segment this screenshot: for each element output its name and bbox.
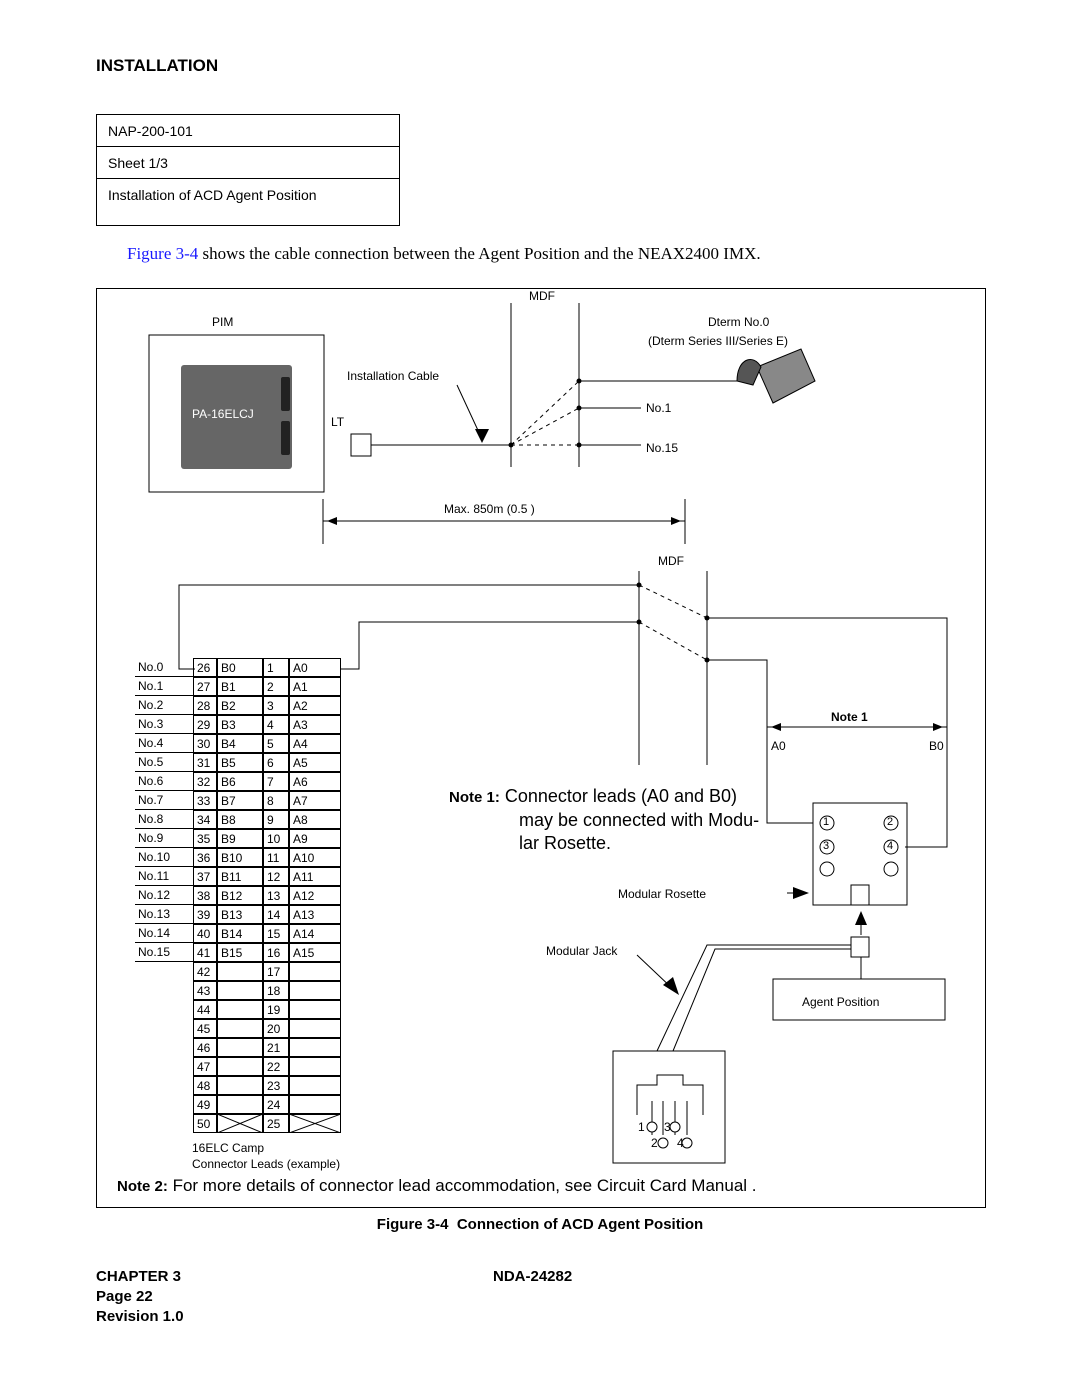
channel-no-label: No.9 bbox=[135, 829, 195, 848]
footer-revision: Revision 1.0 bbox=[96, 1308, 184, 1325]
pin-a-number: 15 bbox=[263, 924, 289, 943]
pin-a-number: 6 bbox=[263, 753, 289, 772]
unused-cell-cross bbox=[289, 1114, 341, 1133]
channel-no-label: No.4 bbox=[135, 734, 195, 753]
channel-no-label: No.10 bbox=[135, 848, 195, 867]
lead-b-label: B0 bbox=[217, 658, 263, 677]
pin-a-number: 10 bbox=[263, 829, 289, 848]
lead-a-label bbox=[289, 1076, 341, 1095]
footer-chapter: CHAPTER 3 bbox=[96, 1268, 182, 1285]
lt-label: LT bbox=[331, 415, 345, 429]
lead-a-label: A6 bbox=[289, 772, 341, 791]
pin-a-number: 13 bbox=[263, 886, 289, 905]
note1-tag: Note 1 bbox=[831, 710, 868, 724]
document-info-box bbox=[96, 114, 400, 226]
lead-b-label: B5 bbox=[217, 753, 263, 772]
lead-b-label: B13 bbox=[217, 905, 263, 924]
pin-b-number: 26 bbox=[193, 658, 217, 677]
pin-a-number: 1 bbox=[263, 658, 289, 677]
intro-paragraph bbox=[127, 244, 761, 264]
installation-cable-label: Installation Cable bbox=[347, 369, 440, 383]
pin-a-number: 11 bbox=[263, 848, 289, 867]
dterm-series-label: (Dterm Series III/Series E) bbox=[648, 334, 789, 348]
note1-label: Note 1: bbox=[449, 789, 500, 806]
pin-b-number: 44 bbox=[193, 1000, 217, 1019]
pin-b-number: 36 bbox=[193, 848, 217, 867]
lead-b-label: B9 bbox=[217, 829, 263, 848]
pin-a-number: 16 bbox=[263, 943, 289, 962]
lead-b-label bbox=[217, 1000, 263, 1019]
lead-a-label bbox=[289, 1057, 341, 1076]
lead-a-label: A2 bbox=[289, 696, 341, 715]
figure-caption bbox=[0, 1216, 1080, 1233]
pin-b-number: 29 bbox=[193, 715, 217, 734]
pin-b-number: 50 bbox=[193, 1114, 217, 1133]
note2-label: Note 2: bbox=[117, 1178, 168, 1195]
pin-b-number: 45 bbox=[193, 1019, 217, 1038]
section-header: INSTALLATION bbox=[96, 56, 219, 75]
channel-no-label: No.15 bbox=[135, 943, 195, 962]
connector-subtitle: Connector Leads (example) bbox=[192, 1157, 341, 1171]
no15-label: No.15 bbox=[646, 441, 679, 455]
max-distance-label: Max. 850m (0.5 ) bbox=[444, 502, 535, 516]
lead-a-label: A12 bbox=[289, 886, 341, 905]
jack-pin-4-label: 4 bbox=[677, 1136, 684, 1150]
lead-a-label bbox=[289, 1095, 341, 1114]
pin-a-number: 4 bbox=[263, 715, 289, 734]
lead-b-label: B15 bbox=[217, 943, 263, 962]
lead-b-label: B8 bbox=[217, 810, 263, 829]
lead-b-label bbox=[217, 962, 263, 981]
pin-b-number: 49 bbox=[193, 1095, 217, 1114]
lead-a-label: A7 bbox=[289, 791, 341, 810]
pin-a-number: 17 bbox=[263, 962, 289, 981]
doc-id: NAP-200-101 bbox=[97, 115, 399, 147]
lead-a-label bbox=[289, 962, 341, 981]
note2 bbox=[117, 1176, 757, 1196]
pin-b-number: 41 bbox=[193, 943, 217, 962]
lead-b-label: B11 bbox=[217, 867, 263, 886]
pin-a-number: 3 bbox=[263, 696, 289, 715]
connector-title: 16ELC Camp bbox=[192, 1141, 265, 1155]
channel-no-label: No.0 bbox=[135, 658, 195, 677]
pin-b-number: 40 bbox=[193, 924, 217, 943]
lead-a-label: A4 bbox=[289, 734, 341, 753]
note2-text: For more details of connector lead accommodation, see Circuit Card Manual . bbox=[172, 1176, 757, 1195]
pin-a-number: 2 bbox=[263, 677, 289, 696]
pin-b-number: 31 bbox=[193, 753, 217, 772]
unused-cell-cross bbox=[217, 1114, 263, 1133]
lead-a-label: A9 bbox=[289, 829, 341, 848]
pin-a-number: 8 bbox=[263, 791, 289, 810]
intro-text: shows the cable connection between the Agent Position and the NEAX2400 IMX. bbox=[198, 244, 761, 263]
note1 bbox=[449, 785, 759, 855]
lead-a-label: A8 bbox=[289, 810, 341, 829]
caption-number: Figure 3-4 bbox=[376, 1216, 449, 1233]
pin-a-number: 21 bbox=[263, 1038, 289, 1057]
pin-a-number: 18 bbox=[263, 981, 289, 1000]
dterm-no0-label: Dterm No.0 bbox=[708, 315, 770, 329]
channel-no-label: No.13 bbox=[135, 905, 195, 924]
pin-a-number: 12 bbox=[263, 867, 289, 886]
pin-b-number: 39 bbox=[193, 905, 217, 924]
b0-label: B0 bbox=[929, 739, 944, 753]
channel-no-label: No.14 bbox=[135, 924, 195, 943]
lead-a-label bbox=[289, 981, 341, 1000]
channel-no-label: No.11 bbox=[135, 867, 195, 886]
note1-line-1: Connector leads (A0 and B0) bbox=[504, 786, 737, 806]
pim-label: PIM bbox=[212, 315, 234, 329]
channel-no-label: No.3 bbox=[135, 715, 195, 734]
pin-a-number: 20 bbox=[263, 1019, 289, 1038]
lead-a-label: A5 bbox=[289, 753, 341, 772]
pin-b-number: 42 bbox=[193, 962, 217, 981]
lead-b-label: B2 bbox=[217, 696, 263, 715]
lead-a-label bbox=[289, 1019, 341, 1038]
no1-label: No.1 bbox=[646, 401, 672, 415]
channel-no-label: No.7 bbox=[135, 791, 195, 810]
card-label: PA-16ELCJ bbox=[192, 407, 254, 421]
pin-b-number: 37 bbox=[193, 867, 217, 886]
lead-b-label: B6 bbox=[217, 772, 263, 791]
lead-b-label bbox=[217, 1095, 263, 1114]
channel-no-label: No.12 bbox=[135, 886, 195, 905]
pin-a-number: 24 bbox=[263, 1095, 289, 1114]
rosette-pin-4-label: 4 bbox=[887, 840, 894, 852]
lead-b-label: B1 bbox=[217, 677, 263, 696]
jack-pin-1-label: 1 bbox=[638, 1120, 645, 1134]
pin-b-number: 38 bbox=[193, 886, 217, 905]
sheet-number: Sheet 1/3 bbox=[97, 147, 399, 179]
pin-b-number: 46 bbox=[193, 1038, 217, 1057]
pin-b-number: 33 bbox=[193, 791, 217, 810]
pin-a-number: 14 bbox=[263, 905, 289, 924]
pin-b-number: 48 bbox=[193, 1076, 217, 1095]
channel-no-label: No.2 bbox=[135, 696, 195, 715]
footer-doc: NDA-24282 bbox=[493, 1268, 573, 1285]
lead-b-label bbox=[217, 1057, 263, 1076]
modular-jack-label: Modular Jack bbox=[546, 944, 618, 958]
pin-b-number: 34 bbox=[193, 810, 217, 829]
mdf-label-bottom: MDF bbox=[658, 554, 684, 568]
pin-b-number: 30 bbox=[193, 734, 217, 753]
figure-frame bbox=[96, 288, 986, 1208]
channel-no-label: No.6 bbox=[135, 772, 195, 791]
lead-b-label: B4 bbox=[217, 734, 263, 753]
caption-title: Connection of ACD Agent Position bbox=[456, 1216, 704, 1233]
channel-no-label: No.1 bbox=[135, 677, 195, 696]
pin-b-number: 27 bbox=[193, 677, 217, 696]
agent-position-label: Agent Position bbox=[802, 995, 880, 1009]
mdf-label-top: MDF bbox=[529, 289, 555, 303]
channel-no-label: No.5 bbox=[135, 753, 195, 772]
a0-label: A0 bbox=[771, 739, 786, 753]
lead-b-label bbox=[217, 981, 263, 1000]
pin-a-number: 23 bbox=[263, 1076, 289, 1095]
lead-a-label: A10 bbox=[289, 848, 341, 867]
rosette-pin-1-label: 1 bbox=[823, 816, 830, 828]
lead-a-label: A3 bbox=[289, 715, 341, 734]
channel-no-label: No.8 bbox=[135, 810, 195, 829]
lead-a-label: A11 bbox=[289, 867, 341, 886]
lead-a-label: A13 bbox=[289, 905, 341, 924]
footer-page: Page 22 bbox=[96, 1288, 153, 1305]
lead-b-label bbox=[217, 1038, 263, 1057]
note1-line-3: lar Rosette. bbox=[519, 833, 612, 853]
pin-b-number: 47 bbox=[193, 1057, 217, 1076]
pin-b-number: 35 bbox=[193, 829, 217, 848]
pin-a-number: 19 bbox=[263, 1000, 289, 1019]
figure-link[interactable]: Figure 3-4 bbox=[127, 244, 199, 263]
lead-a-label: A15 bbox=[289, 943, 341, 962]
lead-a-label: A14 bbox=[289, 924, 341, 943]
rosette-pin-3-label: 3 bbox=[823, 840, 830, 852]
lead-a-label: A1 bbox=[289, 677, 341, 696]
pin-b-number: 32 bbox=[193, 772, 217, 791]
pin-b-number: 28 bbox=[193, 696, 217, 715]
doc-title: Installation of ACD Agent Position bbox=[108, 187, 317, 203]
lead-a-label: A0 bbox=[289, 658, 341, 677]
pin-b-number: 43 bbox=[193, 981, 217, 1000]
lead-a-label bbox=[289, 1038, 341, 1057]
dterm-phone-icon bbox=[737, 349, 815, 403]
lead-b-label: B10 bbox=[217, 848, 263, 867]
lead-a-label bbox=[289, 1000, 341, 1019]
rosette-pin-2-label: 2 bbox=[887, 816, 894, 828]
lead-b-label: B14 bbox=[217, 924, 263, 943]
lead-b-label: B3 bbox=[217, 715, 263, 734]
lead-b-label bbox=[217, 1076, 263, 1095]
note1-line-2: may be connected with Modu- bbox=[519, 810, 760, 830]
lead-b-label bbox=[217, 1019, 263, 1038]
pin-a-number: 7 bbox=[263, 772, 289, 791]
lead-b-label: B12 bbox=[217, 886, 263, 905]
lead-b-label: B7 bbox=[217, 791, 263, 810]
jack-pin-3-label: 3 bbox=[664, 1120, 671, 1134]
pin-a-number: 9 bbox=[263, 810, 289, 829]
jack-pin-2-label: 2 bbox=[651, 1136, 658, 1150]
pin-a-number: 22 bbox=[263, 1057, 289, 1076]
modular-rosette-label: Modular Rosette bbox=[618, 887, 707, 901]
pin-a-number: 5 bbox=[263, 734, 289, 753]
pin-a-number: 25 bbox=[263, 1114, 289, 1133]
